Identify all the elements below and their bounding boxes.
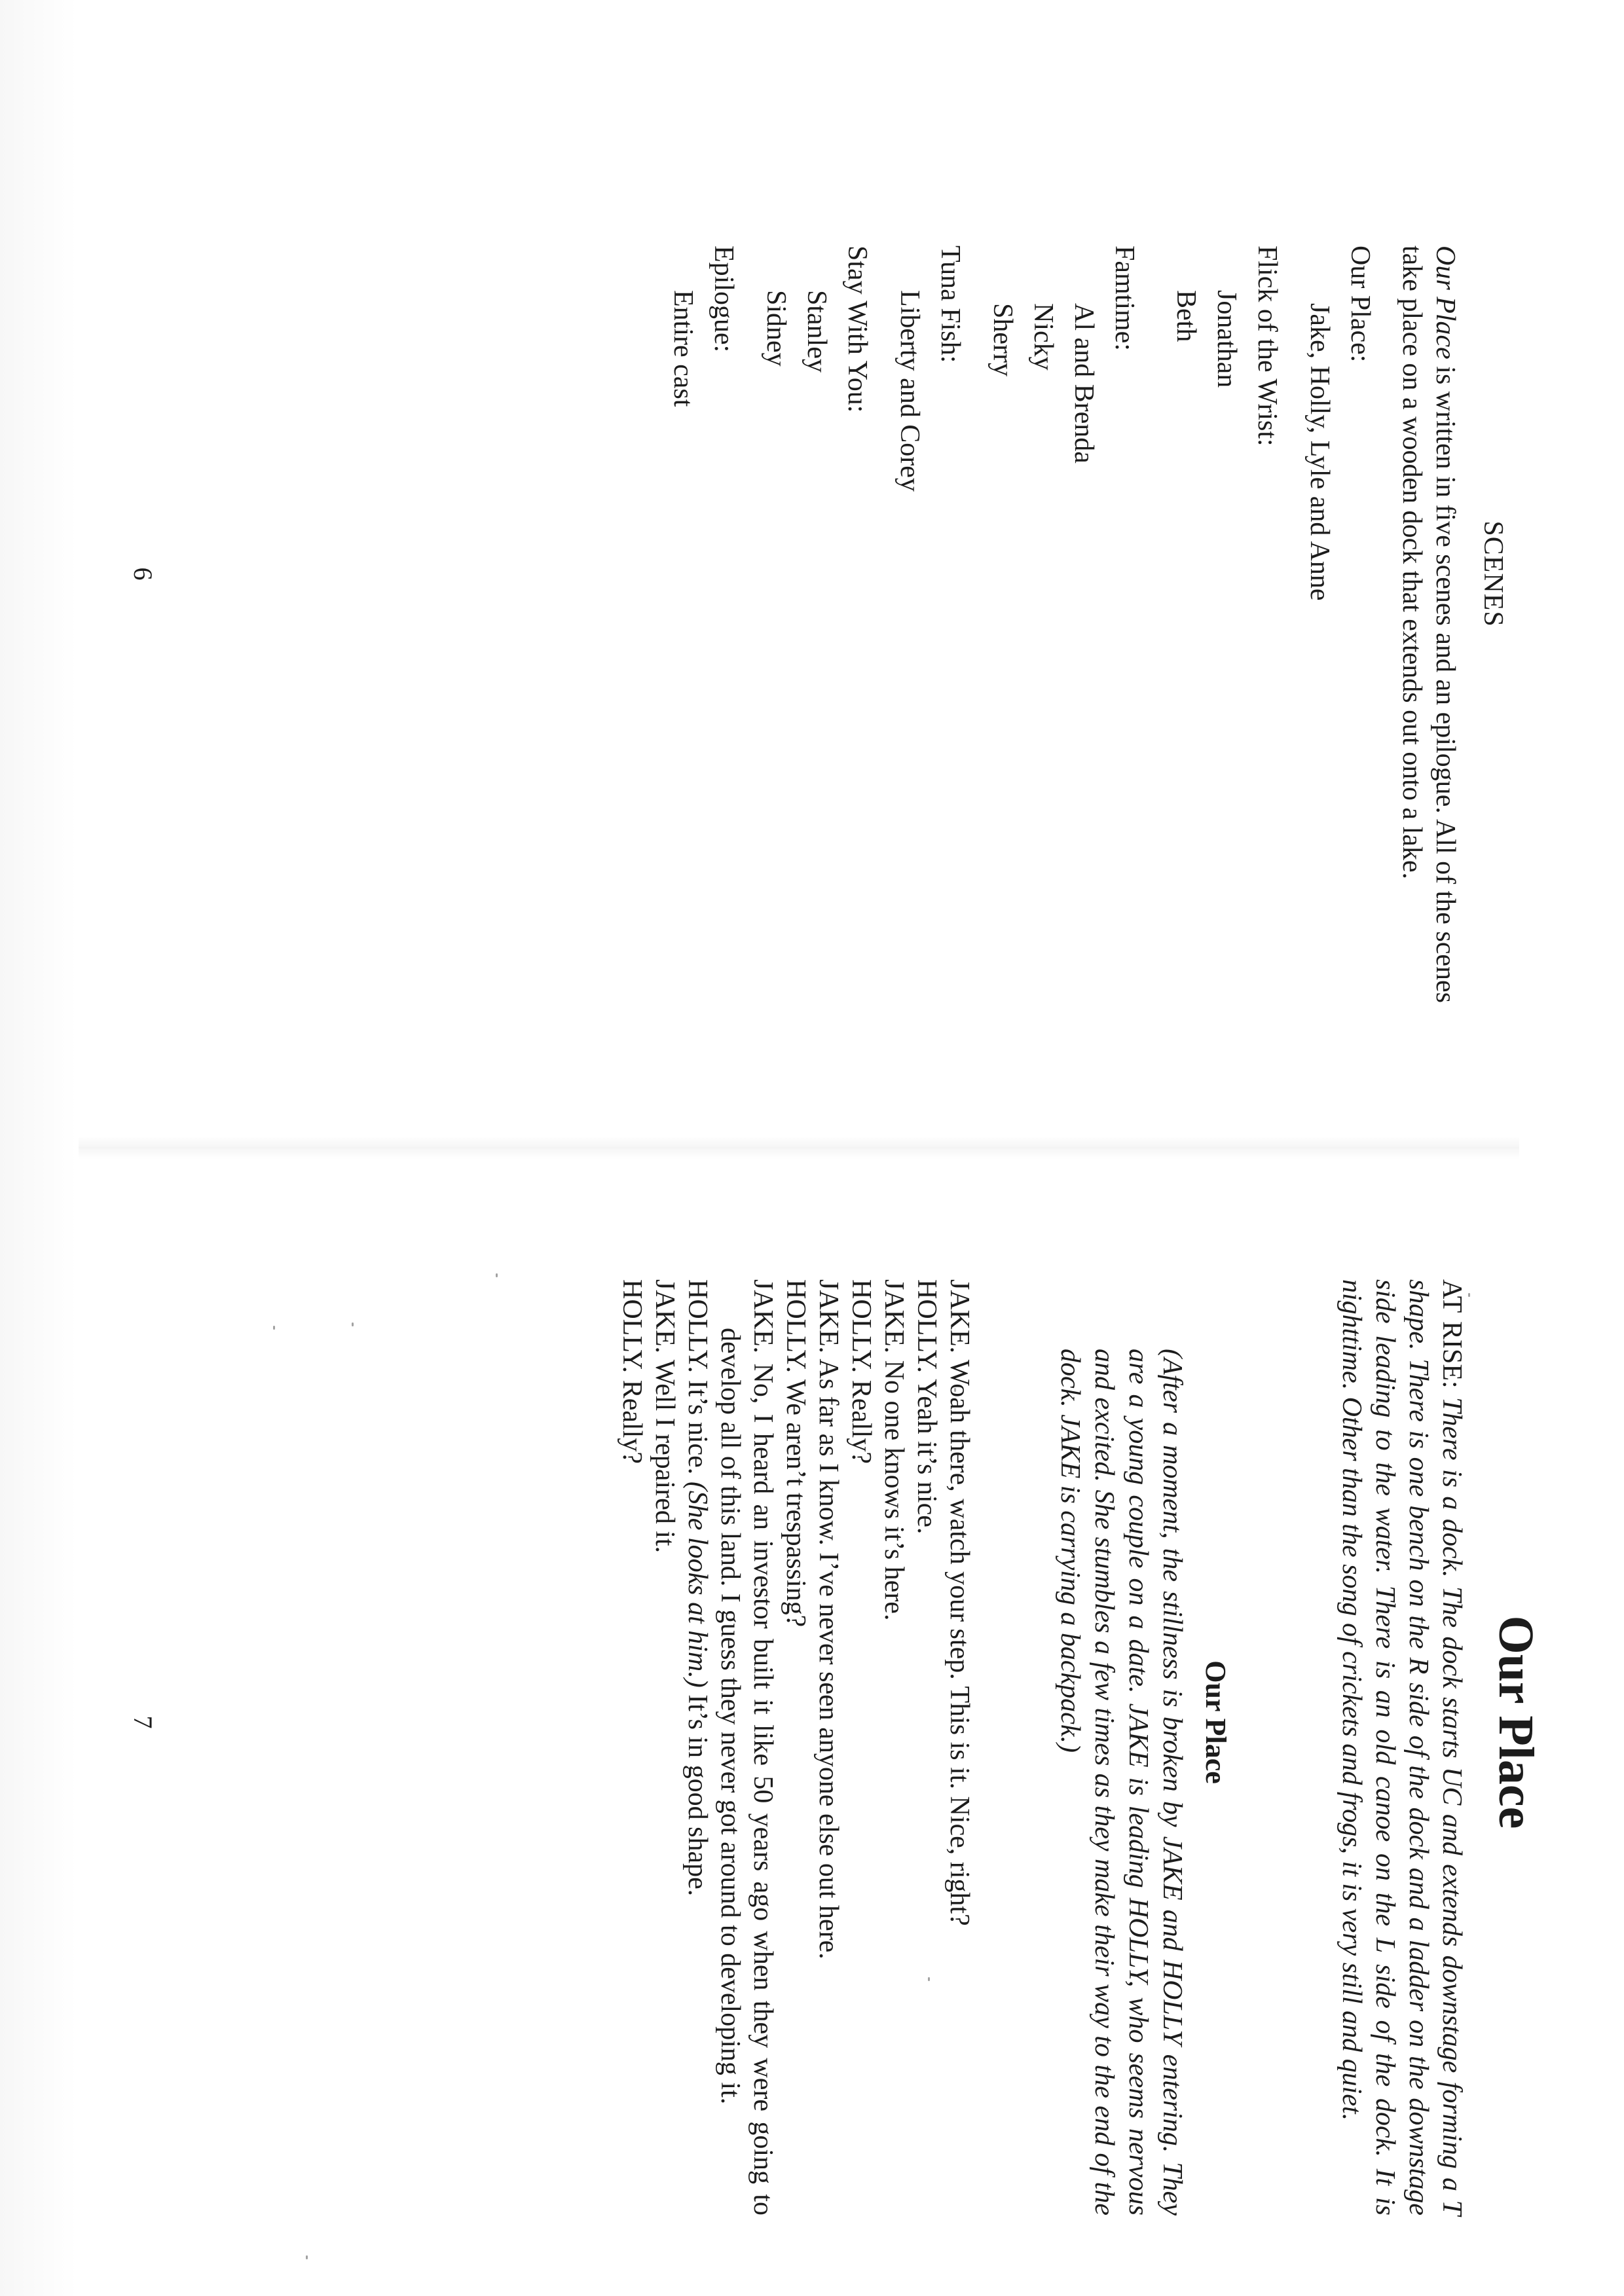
line-text: Well I repaired it. [650,1359,680,1554]
dialogue [616,1279,976,2215]
speaker: JAKE. [944,1279,974,1354]
inline-stage-direction: (She looks at him.) [682,1481,712,1688]
scene-title: Epilogue: [709,246,739,353]
scene-cast: Entire cast [668,290,698,407]
dialogue-line [779,1279,812,2215]
line-text: Really? [846,1379,876,1464]
scene-cast: Nicky [1028,303,1058,371]
at-rise-text: There is a dock. The dock starts UC and extends downstage forming a T shape. There is one bench on the R side of the dock and a ladder on the downstage side leading to the water. There is an old canoe on the L side of the dock. It is nighttime. Other than the song of crickets and frogs, it is very still and quiet. [1337,1279,1467,2215]
dialogue-line [812,1279,845,2215]
scene-cast: Beth [1171,290,1201,342]
page-number: 6 [128,567,158,581]
line-text: Woah there, watch your step. This is it. Nice, right? [944,1359,974,1926]
page-number: 7 [128,1715,158,1729]
line-text: We aren’t trespassing? [781,1379,811,1628]
at-rise-direction [1335,1279,1468,2215]
line-text: No one knows it’s here. [879,1360,909,1621]
scene-cast: Sherry [987,303,1018,376]
dialogue-line [877,1279,910,2215]
dialogue-line [943,1279,976,2215]
scene-heading: Our Place [1200,1660,1232,1784]
scene-cast: Stanley [802,290,832,373]
scene-list [663,246,1380,966]
line-text: It’s nice. [682,1379,712,1482]
speaker: HOLLY. [781,1279,811,1374]
intro-play-title: Our Place [1430,246,1460,359]
scene-cast: Sidney [761,290,791,367]
line-text: Yeah it’s nice. [912,1379,942,1535]
scene-title: Stay With You: [842,246,872,413]
dialogue-line [714,1279,779,2215]
dialogue-line [616,1279,648,2215]
right-page [0,1148,1624,2296]
dialogue-line [845,1279,877,2215]
scene-title: Famtime: [1109,246,1139,351]
line-text: Really? [617,1379,647,1464]
speaker: HOLLY. [617,1279,647,1374]
opening-stage-direction: (After a moment, the stillness is broken by JAKE and HOLLY entering. They are a young couple on a date. JAKE is leading HOLLY, who seems nervous and excited. She stumbles a few times as they make their way to the end of the dock. JAKE is carrying a backpack.) [1055,1349,1187,2215]
speaker: JAKE. [813,1279,843,1354]
speaker: JAKE. [650,1279,680,1354]
scene-title: Our Place: [1345,246,1375,363]
speaker: JAKE. [879,1279,909,1354]
speaker: HOLLY. [912,1279,942,1374]
play-title: Our Place [1488,1615,1543,1829]
intro-text: is written in five scenes and an epilogue. All of the scenes take place on a wooden dock that extends out onto a lake. [1397,246,1460,1004]
scenes-intro [1395,246,1462,1051]
scene-cast: Al and Brenda [1069,303,1099,464]
speaker: HOLLY. [682,1279,712,1374]
at-rise-label: AT RISE: [1437,1279,1467,1398]
scene-cast: Jake, Holly, Lyle and Anne [1304,303,1335,601]
scenes-heading: SCENES [1478,520,1508,627]
scene-cast: Liberty and Corey [895,290,925,492]
scene-cast: Jonathan [1211,290,1242,388]
speaker: HOLLY. [846,1279,876,1374]
dialogue-line [910,1279,943,2215]
line-text-after: It’s in good shape. [682,1687,712,1897]
dialogue-line [681,1279,714,2215]
line-text: No, I heard an investor built it like 50 years ago when they were going to develop all of this land. I guess they never got around to developing it. [715,1328,778,2215]
scene-title: Tuna Fish: [935,246,965,363]
dialogue-line [648,1279,681,2215]
scene-title: Flick of the Wrist: [1252,246,1282,446]
speaker: JAKE. [748,1279,778,1354]
line-text: As far as I know. I’ve never seen anyone else out here. [813,1358,843,1959]
